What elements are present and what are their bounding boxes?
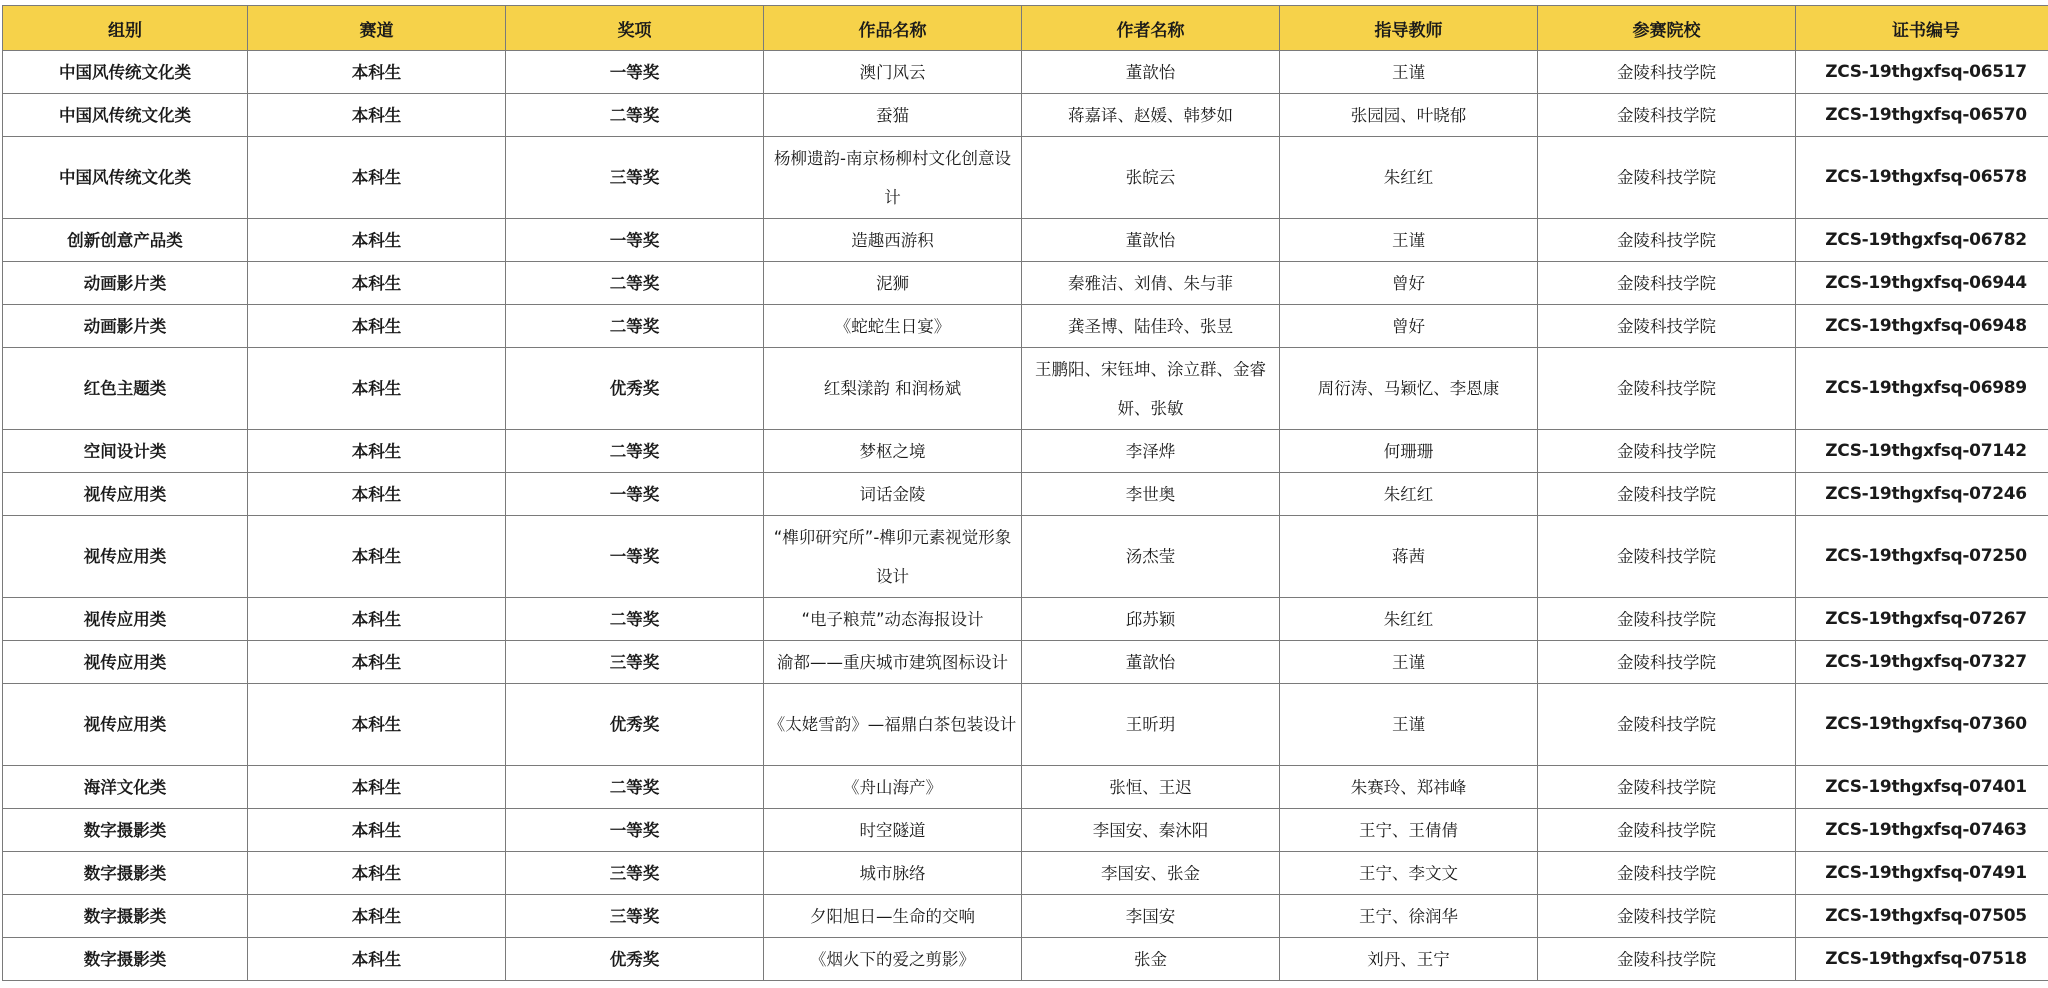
table-row	[3, 262, 2048, 305]
cell-cert: ZCS-19thgxfsq-07505	[1796, 895, 2048, 938]
table-row	[3, 473, 2048, 516]
header-work: 作品名称	[764, 6, 1022, 51]
cell-authors: 李国安、张金	[1022, 852, 1280, 895]
cell-work: “电子粮荒”动态海报设计	[764, 598, 1022, 641]
cell-award: 三等奖	[506, 852, 764, 895]
table-row	[3, 809, 2048, 852]
header-award: 奖项	[506, 6, 764, 51]
cell-school: 金陵科技学院	[1538, 852, 1796, 895]
cell-advisor: 朱红红	[1280, 598, 1538, 641]
cell-award: 二等奖	[506, 766, 764, 809]
cell-advisor: 王宁、徐润华	[1280, 895, 1538, 938]
cell-authors: 蒋嘉译、赵媛、韩梦如	[1022, 94, 1280, 137]
cell-work: 红梨漾韵 和润杨斌	[764, 348, 1022, 430]
cell-track: 本科生	[248, 766, 506, 809]
cell-award: 三等奖	[506, 895, 764, 938]
cell-track: 本科生	[248, 262, 506, 305]
cell-track: 本科生	[248, 809, 506, 852]
cell-group: 动画影片类	[3, 305, 248, 348]
cell-work: 蚕猫	[764, 94, 1022, 137]
cell-group: 中国风传统文化类	[3, 137, 248, 219]
header-group: 组别	[3, 6, 248, 51]
cell-school: 金陵科技学院	[1538, 473, 1796, 516]
cell-authors: 李国安、秦沐阳	[1022, 809, 1280, 852]
cell-track: 本科生	[248, 219, 506, 262]
cell-authors: 秦雅洁、刘倩、朱与菲	[1022, 262, 1280, 305]
cell-track: 本科生	[248, 598, 506, 641]
cell-work: 澳门风云	[764, 51, 1022, 94]
cell-work: 时空隧道	[764, 809, 1022, 852]
cell-cert: ZCS-19thgxfsq-07463	[1796, 809, 2048, 852]
cell-authors: 李世奥	[1022, 473, 1280, 516]
cell-group: 数字摄影类	[3, 809, 248, 852]
table-row	[3, 895, 2048, 938]
cell-award: 二等奖	[506, 262, 764, 305]
cell-advisor: 何珊珊	[1280, 430, 1538, 473]
table-row	[3, 137, 2048, 219]
cell-group: 数字摄影类	[3, 938, 248, 981]
cell-work: 渝都——重庆城市建筑图标设计	[764, 641, 1022, 684]
cell-track: 本科生	[248, 137, 506, 219]
cell-authors: 李国安	[1022, 895, 1280, 938]
table-row	[3, 852, 2048, 895]
table-row	[3, 598, 2048, 641]
cell-track: 本科生	[248, 516, 506, 598]
header-school: 参赛院校	[1538, 6, 1796, 51]
cell-school: 金陵科技学院	[1538, 137, 1796, 219]
cell-authors: 汤杰莹	[1022, 516, 1280, 598]
cell-cert: ZCS-19thgxfsq-06517	[1796, 51, 2048, 94]
cell-award: 三等奖	[506, 641, 764, 684]
cell-school: 金陵科技学院	[1538, 305, 1796, 348]
cell-school: 金陵科技学院	[1538, 895, 1796, 938]
cell-award: 三等奖	[506, 137, 764, 219]
cell-school: 金陵科技学院	[1538, 809, 1796, 852]
table-row	[3, 430, 2048, 473]
cell-authors: 董歆怡	[1022, 641, 1280, 684]
cell-cert: ZCS-19thgxfsq-07491	[1796, 852, 2048, 895]
cell-work: 杨柳遗韵-南京杨柳村文化创意设计	[764, 137, 1022, 219]
cell-award: 一等奖	[506, 809, 764, 852]
cell-advisor: 王宁、李文文	[1280, 852, 1538, 895]
cell-school: 金陵科技学院	[1538, 219, 1796, 262]
cell-track: 本科生	[248, 51, 506, 94]
cell-advisor: 蒋茜	[1280, 516, 1538, 598]
cell-school: 金陵科技学院	[1538, 516, 1796, 598]
cell-group: 海洋文化类	[3, 766, 248, 809]
table-row	[3, 641, 2048, 684]
cell-advisor: 王谨	[1280, 641, 1538, 684]
cell-group: 视传应用类	[3, 473, 248, 516]
cell-work: 词话金陵	[764, 473, 1022, 516]
table-row	[3, 51, 2048, 94]
cell-cert: ZCS-19thgxfsq-07360	[1796, 684, 2048, 766]
cell-advisor: 王宁、王倩倩	[1280, 809, 1538, 852]
cell-authors: 邱苏颖	[1022, 598, 1280, 641]
cell-group: 视传应用类	[3, 684, 248, 766]
cell-work: 梦枢之境	[764, 430, 1022, 473]
cell-cert: ZCS-19thgxfsq-07518	[1796, 938, 2048, 981]
cell-school: 金陵科技学院	[1538, 766, 1796, 809]
cell-school: 金陵科技学院	[1538, 51, 1796, 94]
cell-track: 本科生	[248, 895, 506, 938]
cell-group: 视传应用类	[3, 641, 248, 684]
table-row	[3, 684, 2048, 766]
cell-track: 本科生	[248, 94, 506, 137]
cell-track: 本科生	[248, 430, 506, 473]
cell-authors: 李泽烨	[1022, 430, 1280, 473]
cell-advisor: 王谨	[1280, 51, 1538, 94]
table-row	[3, 305, 2048, 348]
cell-school: 金陵科技学院	[1538, 641, 1796, 684]
table-row	[3, 219, 2048, 262]
cell-cert: ZCS-19thgxfsq-06782	[1796, 219, 2048, 262]
cell-track: 本科生	[248, 473, 506, 516]
cell-track: 本科生	[248, 684, 506, 766]
table-row	[3, 348, 2048, 430]
cell-group: 中国风传统文化类	[3, 51, 248, 94]
cell-award: 一等奖	[506, 473, 764, 516]
cell-award: 优秀奖	[506, 684, 764, 766]
cell-advisor: 朱赛玲、郑祎峰	[1280, 766, 1538, 809]
cell-school: 金陵科技学院	[1538, 348, 1796, 430]
cell-group: 创新创意产品类	[3, 219, 248, 262]
table-row	[3, 94, 2048, 137]
cell-school: 金陵科技学院	[1538, 938, 1796, 981]
cell-cert: ZCS-19thgxfsq-07401	[1796, 766, 2048, 809]
cell-award: 一等奖	[506, 51, 764, 94]
cell-school: 金陵科技学院	[1538, 684, 1796, 766]
cell-cert: ZCS-19thgxfsq-07327	[1796, 641, 2048, 684]
cell-cert: ZCS-19thgxfsq-06989	[1796, 348, 2048, 430]
cell-work: 造趣西游积	[764, 219, 1022, 262]
cell-authors: 张金	[1022, 938, 1280, 981]
cell-work: 《烟火下的爱之剪影》	[764, 938, 1022, 981]
table-row	[3, 516, 2048, 598]
cell-advisor: 张园园、叶晓郁	[1280, 94, 1538, 137]
cell-work: 城市脉络	[764, 852, 1022, 895]
cell-work: 《舟山海产》	[764, 766, 1022, 809]
cell-cert: ZCS-19thgxfsq-06944	[1796, 262, 2048, 305]
cell-cert: ZCS-19thgxfsq-07267	[1796, 598, 2048, 641]
header-track: 赛道	[248, 6, 506, 51]
cell-cert: ZCS-19thgxfsq-06578	[1796, 137, 2048, 219]
cell-group: 红色主题类	[3, 348, 248, 430]
cell-authors: 王鹏阳、宋钰坤、涂立群、金睿妍、张敏	[1022, 348, 1280, 430]
cell-cert: ZCS-19thgxfsq-07250	[1796, 516, 2048, 598]
cell-group: 视传应用类	[3, 516, 248, 598]
table-body	[3, 51, 2048, 981]
cell-award: 二等奖	[506, 430, 764, 473]
cell-advisor: 王谨	[1280, 219, 1538, 262]
cell-authors: 张皖云	[1022, 137, 1280, 219]
cell-advisor: 曾好	[1280, 262, 1538, 305]
cell-track: 本科生	[248, 348, 506, 430]
cell-group: 空间设计类	[3, 430, 248, 473]
cell-track: 本科生	[248, 305, 506, 348]
table-row	[3, 938, 2048, 981]
header-cert: 证书编号	[1796, 6, 2048, 51]
header-advisor: 指导教师	[1280, 6, 1538, 51]
cell-track: 本科生	[248, 938, 506, 981]
cell-school: 金陵科技学院	[1538, 598, 1796, 641]
cell-award: 二等奖	[506, 305, 764, 348]
header-row	[3, 6, 2048, 51]
cell-authors: 张恒、王迟	[1022, 766, 1280, 809]
cell-authors: 龚圣博、陆佳玲、张昱	[1022, 305, 1280, 348]
cell-authors: 王昕玥	[1022, 684, 1280, 766]
cell-group: 视传应用类	[3, 598, 248, 641]
cell-advisor: 朱红红	[1280, 473, 1538, 516]
cell-group: 数字摄影类	[3, 852, 248, 895]
cell-track: 本科生	[248, 641, 506, 684]
cell-advisor: 周衍涛、马颖忆、李恩康	[1280, 348, 1538, 430]
cell-school: 金陵科技学院	[1538, 430, 1796, 473]
cell-award: 优秀奖	[506, 348, 764, 430]
cell-cert: ZCS-19thgxfsq-07246	[1796, 473, 2048, 516]
cell-work: “榫卯研究所”-榫卯元素视觉形象设计	[764, 516, 1022, 598]
cell-advisor: 王谨	[1280, 684, 1538, 766]
cell-award: 一等奖	[506, 219, 764, 262]
cell-work: 夕阳旭日—生命的交响	[764, 895, 1022, 938]
cell-award: 一等奖	[506, 516, 764, 598]
cell-authors: 董歆怡	[1022, 219, 1280, 262]
cell-group: 动画影片类	[3, 262, 248, 305]
cell-award: 优秀奖	[506, 938, 764, 981]
cell-award: 二等奖	[506, 598, 764, 641]
cell-advisor: 曾好	[1280, 305, 1538, 348]
cell-advisor: 朱红红	[1280, 137, 1538, 219]
cell-work: 《蛇蛇生日宴》	[764, 305, 1022, 348]
cell-school: 金陵科技学院	[1538, 262, 1796, 305]
cell-group: 中国风传统文化类	[3, 94, 248, 137]
awards-table	[2, 5, 2048, 981]
cell-advisor: 刘丹、王宁	[1280, 938, 1538, 981]
header-authors: 作者名称	[1022, 6, 1280, 51]
cell-group: 数字摄影类	[3, 895, 248, 938]
cell-cert: ZCS-19thgxfsq-06570	[1796, 94, 2048, 137]
cell-school: 金陵科技学院	[1538, 94, 1796, 137]
cell-cert: ZCS-19thgxfsq-07142	[1796, 430, 2048, 473]
cell-track: 本科生	[248, 852, 506, 895]
cell-authors: 董歆怡	[1022, 51, 1280, 94]
cell-award: 二等奖	[506, 94, 764, 137]
table-row	[3, 766, 2048, 809]
cell-cert: ZCS-19thgxfsq-06948	[1796, 305, 2048, 348]
cell-work: 《太姥雪韵》—福鼎白茶包装设计	[764, 684, 1022, 766]
cell-work: 泥狮	[764, 262, 1022, 305]
